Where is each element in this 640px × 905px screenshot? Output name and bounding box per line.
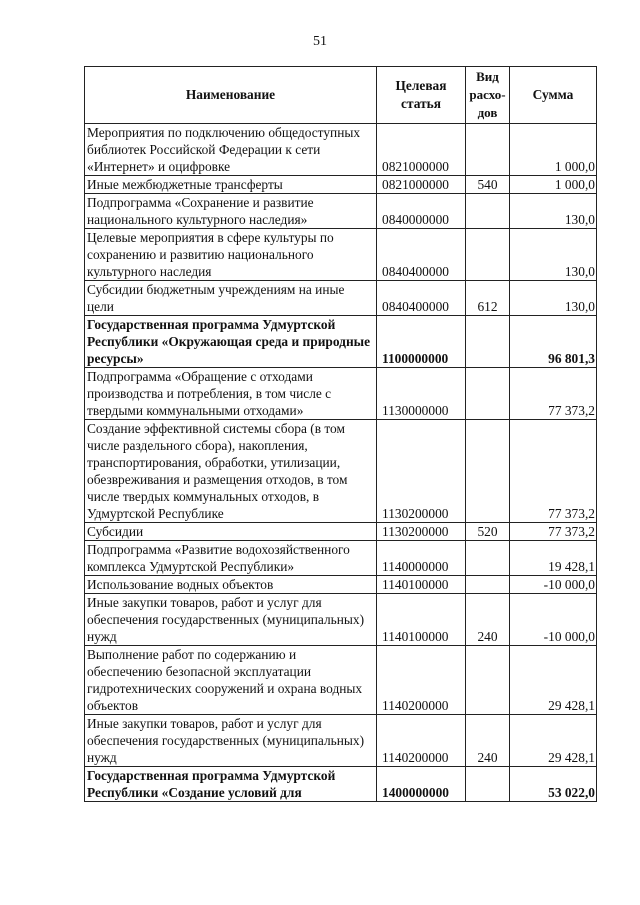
- cell-kind: [466, 124, 510, 176]
- table-body: [85, 124, 597, 802]
- table-row: [85, 316, 597, 368]
- cell-code: 0840400000: [377, 229, 466, 281]
- cell-name: Создание эффективной системы сбора (в том числе раздельного сбора), накопления, транспортирования, обработки, утилизации, обезвреживания и размещения отходов, в том числе твердых коммунальных отходов, в Удмуртской Республике: [85, 420, 377, 523]
- table-header-row: [85, 67, 597, 124]
- cell-kind: 240: [466, 715, 510, 767]
- table-row: [85, 281, 597, 316]
- cell-sum: 96 801,3: [510, 316, 597, 368]
- header-name: Наименование: [85, 67, 377, 124]
- cell-sum: 1 000,0: [510, 176, 597, 194]
- cell-name: Иные закупки товаров, работ и услуг для обеспечения государственных (муниципальных) нужд: [85, 594, 377, 646]
- cell-kind: 540: [466, 176, 510, 194]
- cell-kind: [466, 229, 510, 281]
- cell-code: 0821000000: [377, 176, 466, 194]
- cell-name: Выполнение работ по содержанию и обеспечению безопасной эксплуатации гидротехнических сооружений и охрана водных объектов: [85, 646, 377, 715]
- cell-code: 1400000000: [377, 767, 466, 802]
- cell-kind: [466, 541, 510, 576]
- cell-code: 1140200000: [377, 646, 466, 715]
- cell-code: 1140200000: [377, 715, 466, 767]
- cell-name: Целевые мероприятия в сфере культуры по сохранению и развитию национального культурного наследия: [85, 229, 377, 281]
- cell-name: Подпрограмма «Развитие водохозяйственного комплекса Удмуртской Республики»: [85, 541, 377, 576]
- table-row: [85, 715, 597, 767]
- cell-kind: 240: [466, 594, 510, 646]
- cell-kind: [466, 576, 510, 594]
- cell-kind: [466, 646, 510, 715]
- cell-sum: 29 428,1: [510, 646, 597, 715]
- cell-kind: 520: [466, 523, 510, 541]
- cell-code: 1130000000: [377, 368, 466, 420]
- cell-code: 1130200000: [377, 523, 466, 541]
- cell-code: 0840000000: [377, 194, 466, 229]
- table-row: [85, 767, 597, 802]
- budget-table: [84, 66, 597, 802]
- cell-kind: [466, 316, 510, 368]
- cell-sum: 77 373,2: [510, 368, 597, 420]
- cell-sum: 19 428,1: [510, 541, 597, 576]
- cell-name: Государственная программа Удмуртской Республики «Окружающая среда и природные ресурсы»: [85, 316, 377, 368]
- cell-name: Субсидии: [85, 523, 377, 541]
- cell-code: 1140100000: [377, 576, 466, 594]
- cell-sum: -10 000,0: [510, 576, 597, 594]
- cell-code: 1140000000: [377, 541, 466, 576]
- cell-code: 0821000000: [377, 124, 466, 176]
- table-row: [85, 523, 597, 541]
- cell-code: 1130200000: [377, 420, 466, 523]
- cell-kind: [466, 767, 510, 802]
- cell-sum: 53 022,0: [510, 767, 597, 802]
- cell-sum: 77 373,2: [510, 523, 597, 541]
- table-row: [85, 576, 597, 594]
- table-row: [85, 594, 597, 646]
- cell-name: Иные закупки товаров, работ и услуг для обеспечения государственных (муниципальных) нужд: [85, 715, 377, 767]
- cell-name: Иные межбюджетные трансферты: [85, 176, 377, 194]
- cell-name: Подпрограмма «Сохранение и развитие национального культурного наследия»: [85, 194, 377, 229]
- cell-code: 1140100000: [377, 594, 466, 646]
- cell-kind: [466, 194, 510, 229]
- table-row: [85, 541, 597, 576]
- header-kind: Вид расхо-дов: [466, 67, 510, 124]
- table-row: [85, 420, 597, 523]
- cell-sum: 130,0: [510, 194, 597, 229]
- table-row: [85, 368, 597, 420]
- cell-name: Подпрограмма «Обращение с отходами производства и потребления, в том числе с твердыми коммунальными отходами»: [85, 368, 377, 420]
- cell-name: Государственная программа Удмуртской Республики «Создание условий для: [85, 767, 377, 802]
- cell-name: Использование водных объектов: [85, 576, 377, 594]
- table-row: [85, 124, 597, 176]
- table-row: [85, 194, 597, 229]
- cell-name: Мероприятия по подключению общедоступных библиотек Российской Федерации к сети «Интернет» и оцифровке: [85, 124, 377, 176]
- cell-sum: -10 000,0: [510, 594, 597, 646]
- cell-kind: 612: [466, 281, 510, 316]
- header-sum: Сумма: [510, 67, 597, 124]
- table-row: [85, 229, 597, 281]
- header-code: Целевая статья: [377, 67, 466, 124]
- cell-code: 0840400000: [377, 281, 466, 316]
- cell-sum: 130,0: [510, 229, 597, 281]
- cell-sum: 29 428,1: [510, 715, 597, 767]
- cell-sum: 1 000,0: [510, 124, 597, 176]
- table-row: [85, 646, 597, 715]
- cell-name: Субсидии бюджетным учреждениям на иные цели: [85, 281, 377, 316]
- table-row: [85, 176, 597, 194]
- cell-sum: 130,0: [510, 281, 597, 316]
- cell-kind: [466, 368, 510, 420]
- cell-kind: [466, 420, 510, 523]
- cell-code: 1100000000: [377, 316, 466, 368]
- page-number: 51: [313, 34, 327, 49]
- cell-sum: 77 373,2: [510, 420, 597, 523]
